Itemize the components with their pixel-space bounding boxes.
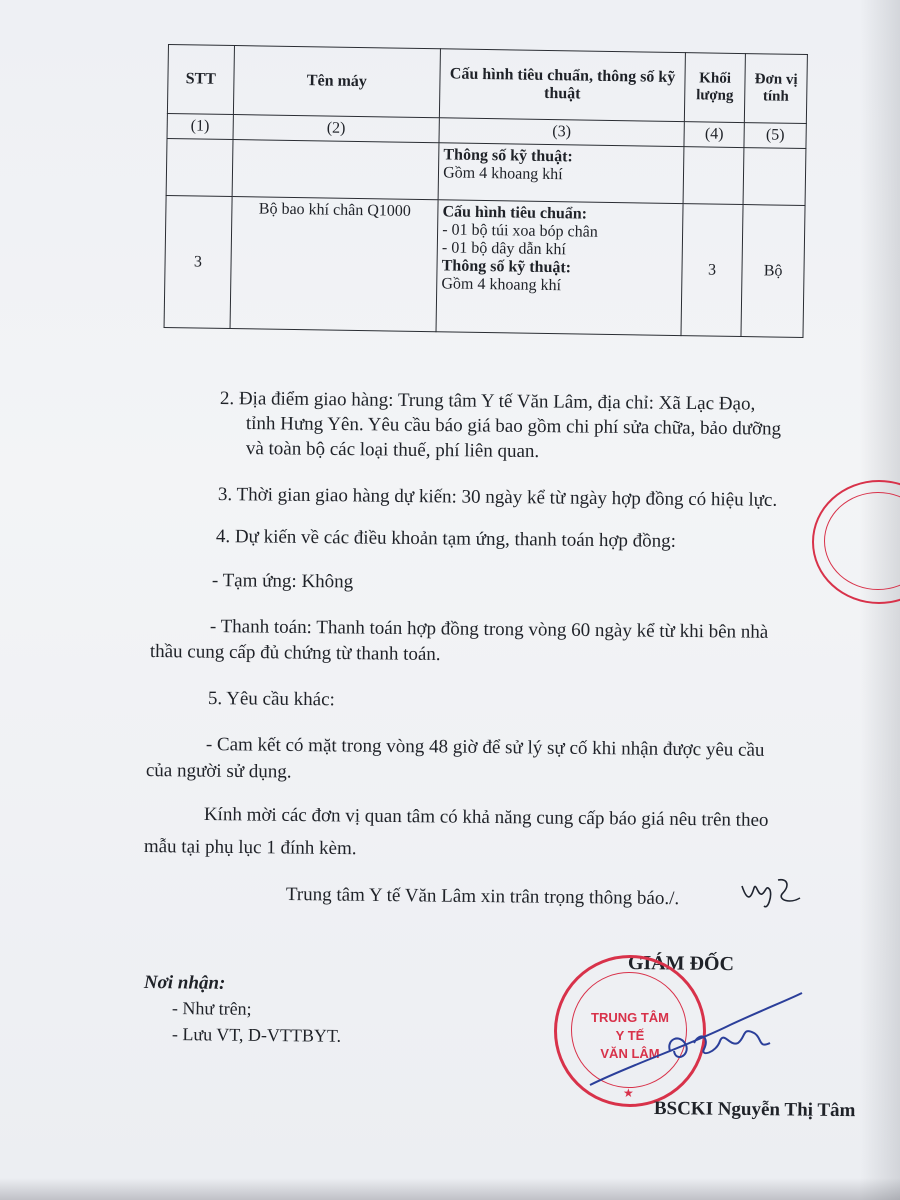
table-row [166, 138, 806, 205]
spec-cell [438, 143, 684, 204]
col-number: (3) [439, 118, 684, 147]
row-unit: Bộ [741, 205, 805, 338]
item-5: 5. Yêu cầu khác: [207, 688, 335, 711]
page-edge [0, 1178, 900, 1200]
edge-stamp [812, 480, 900, 604]
col-number: (4) [684, 122, 745, 148]
initials-signature [738, 872, 808, 916]
spec-cell [436, 200, 683, 336]
row-qty: 3 [681, 204, 743, 337]
spec-line: Gồm 4 khoang khí [441, 275, 562, 295]
commit-line-2: của người sử dụng. [145, 760, 292, 783]
recipients-title: Nơi nhận: [143, 972, 226, 994]
invite-line-2: mẫu tại phụ lục 1 đính kèm. [143, 836, 357, 860]
advance-line: - Tạm ứng: Không [211, 570, 354, 593]
config-title: Cấu hình tiêu chuẩn: [442, 203, 588, 223]
header-name: Tên máy [233, 46, 441, 118]
empty-cell [232, 140, 439, 200]
empty-cell [683, 147, 744, 205]
config-line: - 01 bộ dây dẫn khí [441, 239, 567, 259]
stamp-line-1: TRUNG TÂM [591, 1010, 669, 1025]
payment-line-2: thầu cung cấp đủ chứng từ thanh toán. [149, 641, 441, 666]
star-icon: ★ [623, 1086, 634, 1100]
table-row [164, 195, 805, 337]
recipient-item: - Lưu VT, D-VTTBYT. [171, 1024, 342, 1046]
col-number: (5) [744, 123, 806, 149]
director-name: BSCKI Nguyễn Thị Tâm [653, 1098, 856, 1122]
empty-cell [166, 138, 233, 196]
header-spec: Cấu hình tiêu chuẩn, thông số kỹ thuật [440, 49, 686, 122]
stamp-ring [824, 492, 900, 590]
row-name: Bộ bao khí chân Q1000 [230, 197, 439, 332]
header-stt: STT [167, 45, 234, 115]
item-2-line-2: tỉnh Hưng Yên. Yêu cầu báo giá bao gồm chi phí sửa chữa, bảo dưỡng [245, 413, 782, 440]
spec-title: Thông số kỹ thuật: [443, 146, 573, 166]
item-2-line-1: 2. Địa điểm giao hàng: Trung tâm Y tế Văn Lâm, địa chỉ: Xã Lạc Đạo, [219, 388, 756, 415]
col-number: (1) [167, 113, 233, 139]
spec-line: Gồm 4 khoang khí [443, 164, 563, 184]
table-header-row [167, 45, 807, 124]
col-number: (2) [233, 115, 440, 143]
invite-line-1: Kính mời các đơn vị quan tâm có khả năng cung cấp báo giá nêu trên theo [203, 804, 769, 831]
empty-cell [743, 148, 806, 206]
config-line: - 01 bộ túi xoa bóp chân [442, 221, 598, 241]
recipient-item: - Như trên; [171, 998, 252, 1019]
stamp-line-2: Y TẾ [615, 1028, 645, 1043]
spec-title: Thông số kỹ thuật: [441, 257, 572, 277]
header-qty: Khối lượng [684, 53, 745, 123]
director-signature [570, 985, 810, 1095]
payment-line-1: - Thanh toán: Thanh toán hợp đồng trong vòng 60 ngày kể từ khi bên nhà [209, 616, 769, 643]
item-4: 4. Dự kiến về các điều khoản tạm ứng, thanh toán hợp đồng: [215, 526, 677, 552]
row-stt: 3 [164, 195, 232, 328]
equipment-table [164, 44, 808, 338]
closing-line: Trung tâm Y tế Văn Lâm xin trân trọng thông báo./. [285, 884, 680, 910]
header-unit: Đơn vị tính [745, 54, 808, 124]
commit-line-1: - Cam kết có mặt trong vòng 48 giờ để sử lý sự cố khi nhận được yêu cầu [205, 734, 765, 761]
item-2-line-3: và toàn bộ các loại thuế, phí liên quan. [245, 438, 540, 463]
item-3: 3. Thời gian giao hàng dự kiến: 30 ngày kể từ ngày hợp đồng có hiệu lực. [217, 484, 778, 511]
stamp-line-3: VĂN LÂM [600, 1046, 660, 1061]
director-title: GIÁM ĐỐC [627, 952, 735, 976]
